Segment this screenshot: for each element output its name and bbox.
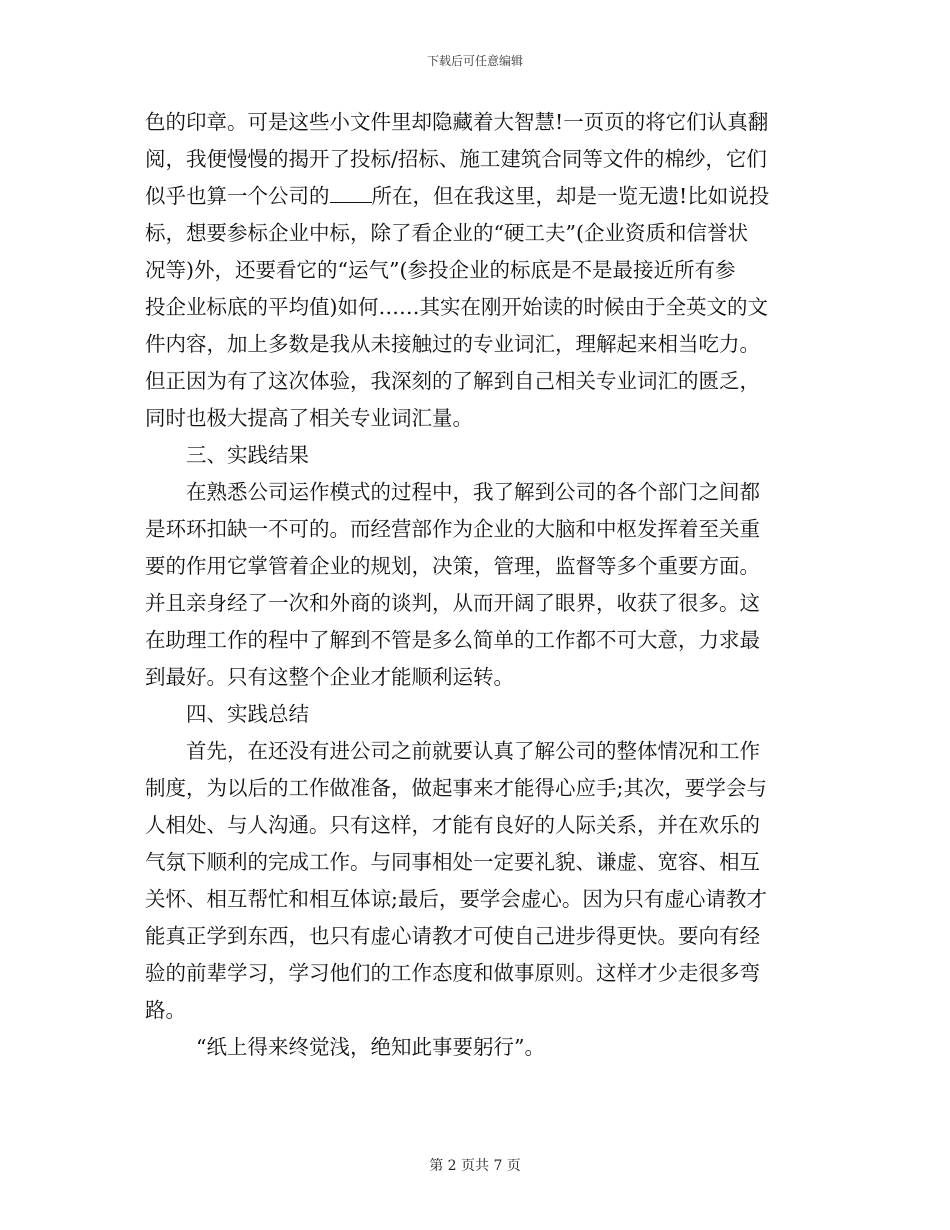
page-number: 第 2 页共 7 页 [429,1158,521,1174]
text-line: 气氛下顺利的完成工作。与同事相处一定要礼貌、谦虚、宽容、相互 [145,850,760,874]
text-line: 况等)外，还要看它的“运气”(参投企业的标底是不是最接近所有参 [145,258,736,282]
text-line: 到最好。只有这整个企业才能顺利运转。 [145,665,514,689]
text-line [145,178,805,215]
text-line: 是环环扣缺一不可的。而经营部作为企业的大脑和中枢发挥着至关重 [145,517,760,541]
text-line: 验的前辈学习，学习他们的工作态度和做事原则。这样才少走很多弯 [145,961,760,985]
text-fragment: 所在，但在我这里，却是一览无遗!比如说投 [371,184,770,208]
section-heading-practice-results: 三、实践结果 [186,443,309,467]
closing-quote: “纸上得来终觉浅，绝知此事要躬行”。 [196,1035,545,1059]
text-line: 制度，为以后的工作做准备，做起事来才能得心应手;其次，要学会与 [145,776,767,800]
text-line: 首先，在还没有进公司之前就要认真了解公司的整体情况和工作 [186,739,760,763]
section-heading-practice-summary: 四、实践总结 [186,702,309,726]
fill-in-blank [330,182,372,203]
text-line: 能真正学到东西，也只有虚心请教才可使自己进步得更快。要向有经 [145,924,760,948]
text-line: 路。 [145,998,186,1022]
text-fragment: 似乎也算一个公司的 [145,184,330,208]
text-line: 并且亲身经了一次和外商的谈判，从而开阔了眼界，收获了很多。这 [145,591,760,615]
text-line: 在助理工作的程中了解到不管是多么简单的工作都不可大意，力求最 [145,628,760,652]
document-body [145,104,805,1066]
text-line: 投企业标底的平均值)如何……其实在刚开始读的时候由于全英文的文 [145,295,768,319]
text-line: 件内容，加上多数是我从未接触过的专业词汇，理解起来相当吃力。 [145,332,760,356]
text-line: 关怀、相互帮忙和相互体谅;最后，要学会虚心。因为只有虚心请教才 [145,887,767,911]
text-line: 色的印章。可是这些小文件里却隐藏着大智慧!一页页的将它们认真翻 [145,110,769,134]
page-header: 下载后可任意编辑 [426,54,523,68]
text-line: 要的作用它掌管着企业的规划，决策，管理，监督等多个重要方面。 [145,554,760,578]
text-line: 但正因为有了这次体验，我深刻的了解到自己相关专业词汇的匮乏， [145,369,760,393]
text-line: 标，想要参标企业中标，除了看企业的“硬工夫”(企业资质和信誉状 [145,221,748,245]
text-line: 在熟悉公司运作模式的过程中，我了解到公司的各个部门之间都 [186,480,760,504]
text-line: 人相处、与人沟通。只有这样，才能有良好的人际关系，并在欢乐的 [145,813,760,837]
text-line: 阅，我便慢慢的揭开了投标/招标、施工建筑合同等文件的棉纱，它们 [145,147,767,171]
text-line: 同时也极大提高了相关专业词汇量。 [145,406,473,430]
